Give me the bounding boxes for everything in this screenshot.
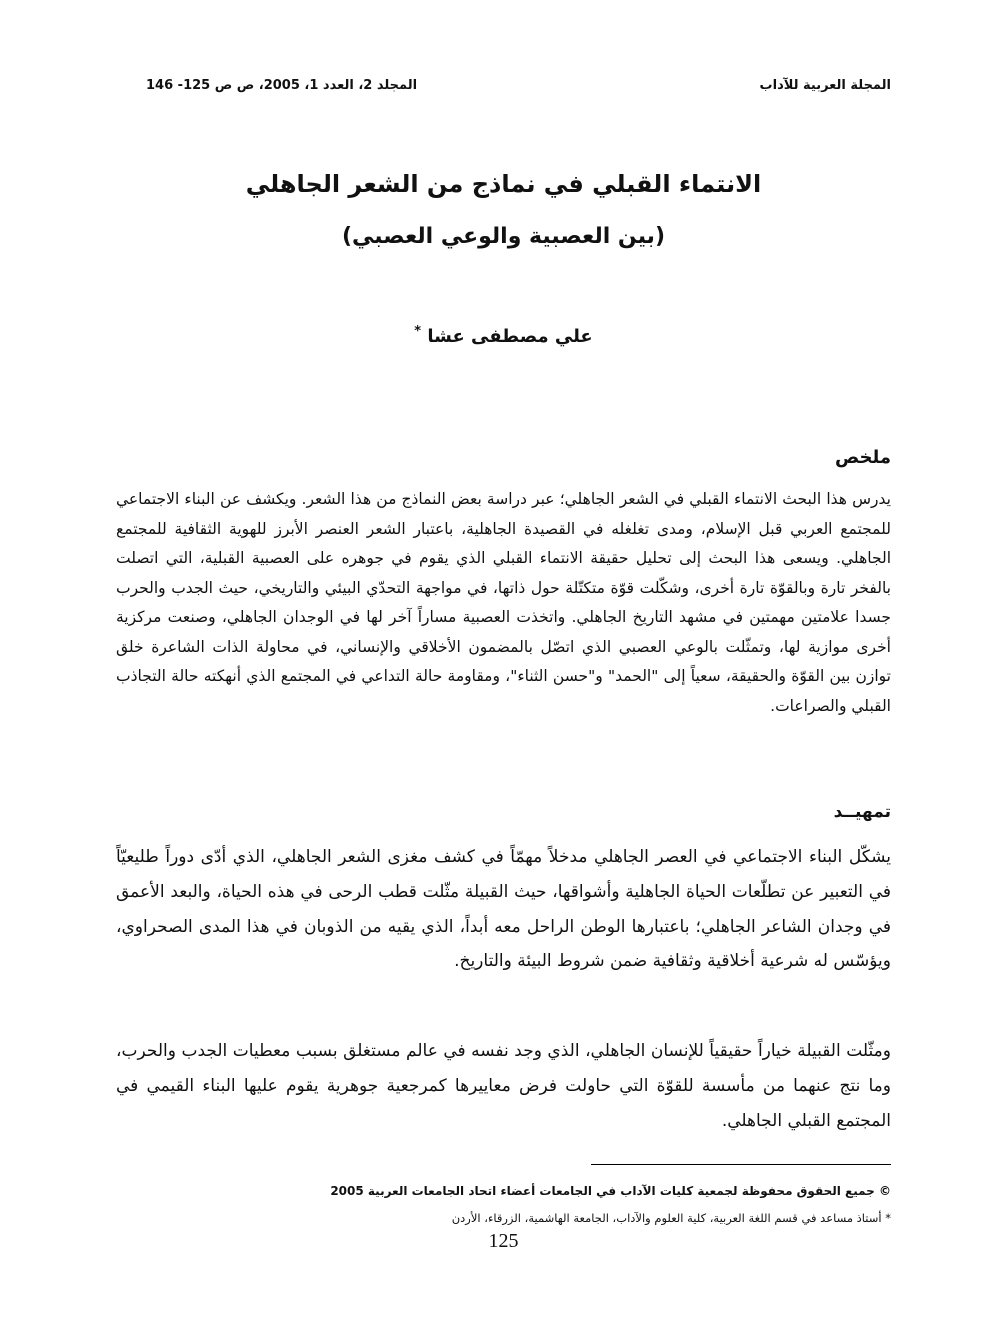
author-name: علي مصطفى عشا [427, 326, 593, 347]
page-number: 125 [488, 1230, 519, 1252]
footnote-separator [591, 1164, 891, 1165]
journal-name: المجلة العربية للآداب [759, 78, 891, 93]
paper-subtitle: (بين العصبية والوعي العصبي) [341, 224, 666, 249]
intro-heading: تمهيــد [833, 802, 891, 822]
intro-paragraph-1: يشكّل البناء الاجتماعي في العصر الجاهلي مدخلاً مهمّاً في كشف مغزى الشعر الجاهلي، الذي أدّى دوراً طليعيّاً في التعبير عن تطلّعات الحياة الجاهلية وأشواقها، حيث القبيلة مثّلت قطب الرحى في هذه الحياة، والبعد الأعمق في وجدان الشاعر الجاهلي؛ باعتبارها الوطن الراحل معه أبداً، الذي يقيه من الذوبان في هذا المدى الصحراوي، ويؤسّس له شرعية أخلاقية وثقافية ضمن شروط البيئة والتاريخ. [116, 847, 891, 972]
intro-paragraph-2: ومثّلت القبيلة خياراً حقيقياً للإنسان الجاهلي، الذي وجد نفسه في عالم مستغلق بسبب معطيات الجدب والحرب، وما نتج عنهما من مأسسة للقوّة التي حاولت فرض معاييرها كمرجعية جوهرية يقوم عليها البناء القيمي في المجتمع القبلي الجاهلي. [116, 1041, 891, 1131]
journal-citation: المجلد 2، العدد 1، 2005، ص ص 125- 146 [146, 78, 418, 93]
copyright-footnote: © جميع الحقوق محفوظة لجمعية كليات الآداب في الجامعات أعضاء اتحاد الجامعات العربية 2005 [330, 1184, 891, 1198]
paper-title: الانتماء القبلي في نماذج من الشعر الجاهلي [245, 170, 762, 198]
author-line [0, 324, 1007, 347]
affiliation-footnote: * أستاذ مساعد في قسم اللغة العربية، كلية العلوم والآداب، الجامعة الهاشمية، الزرقاء، الأردن [451, 1211, 891, 1225]
author-footnote-marker: * [414, 324, 422, 339]
abstract-text: يدرس هذا البحث الانتماء القبلي في الشعر الجاهلي؛ عبر دراسة بعض النماذج من هذا الشعر. ويكشف عن البناء الاجتماعي للمجتمع العربي قبل الإسلام، ومدى تغلغله في القصيدة الجاهلية، باعتبار الشعر العنصر الأبرز للهوية الثقافية للمجتمع الجاهلي. ويسعى هذا البحث إلى تحليل حقيقة الانتماء القبلي الذي يقوم في جوهره على العصبية القبلية، التي اتصلت بالفخر تارة وبالقوّة تارة أخرى، وشكّلت قوّة متكتّلة حول ذاتها، في مواجهة التحدّي البيئي والتاريخي، حيث الجدب والحرب جسدا علامتين مهمتين في مشهد التاريخ الجاهلي. واتخذت العصبية مساراً آخر لها في الوجدان الجاهلي، وصنعت مركزية أخرى موازية لها، وتمثّلت بالوعي العصبي الذي اتصّل بالمضمون الأخلاقي والإنساني، في محاولة الذات الشاعرة خلق توازن بين القوّة والحقيقة، سعياً إلى "الحمد" و"حسن الثناء"، ومقاومة حالة التداعي في المجتمع الذي أنهكته حالة التجاذب القبلي والصراعات. [116, 490, 891, 715]
abstract-heading: ملخص [834, 447, 891, 468]
